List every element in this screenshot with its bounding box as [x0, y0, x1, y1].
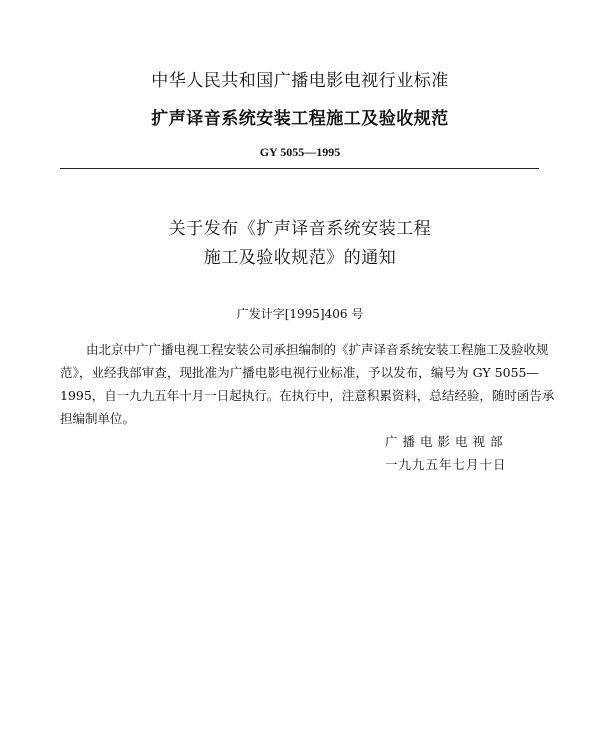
document-number: 广发计字[1995]406 号: [236, 307, 364, 321]
notice-body-line-2: 范》，业经我部审查，现批准为广播电影电视行业标准，予以发布，编号为 GY 5055—: [60, 365, 539, 380]
notice-body-line-3: 1995，自一九九五年十月一日起执行。在执行中，注意积累资料，总结经验，随时函告承: [60, 388, 555, 403]
notice-body-line-4: 担编制单位。: [60, 411, 136, 426]
standard-category: 中华人民共和国广播电影电视行业标准: [151, 71, 449, 91]
signature-block: [385, 430, 508, 476]
notice-body: [60, 338, 555, 430]
issuer-name: 广播电影电视部: [385, 434, 508, 449]
notice-title-line-2: 施工及验收规范》的通知: [203, 248, 397, 268]
issue-date: 一九九五年七月十日: [385, 457, 507, 472]
standard-title: 扩声译音系统安装工程施工及验收规范: [151, 109, 449, 129]
notice-body-line-1: 由北京中广广播电视工程安装公司承担编制的《扩声译音系统安装工程施工及验收规: [86, 342, 549, 357]
standard-code: GY 5055—1995: [259, 145, 341, 159]
notice-title-line-1: 关于发布《扩声译音系统安装工程: [168, 219, 432, 239]
header-divider: [60, 168, 539, 169]
